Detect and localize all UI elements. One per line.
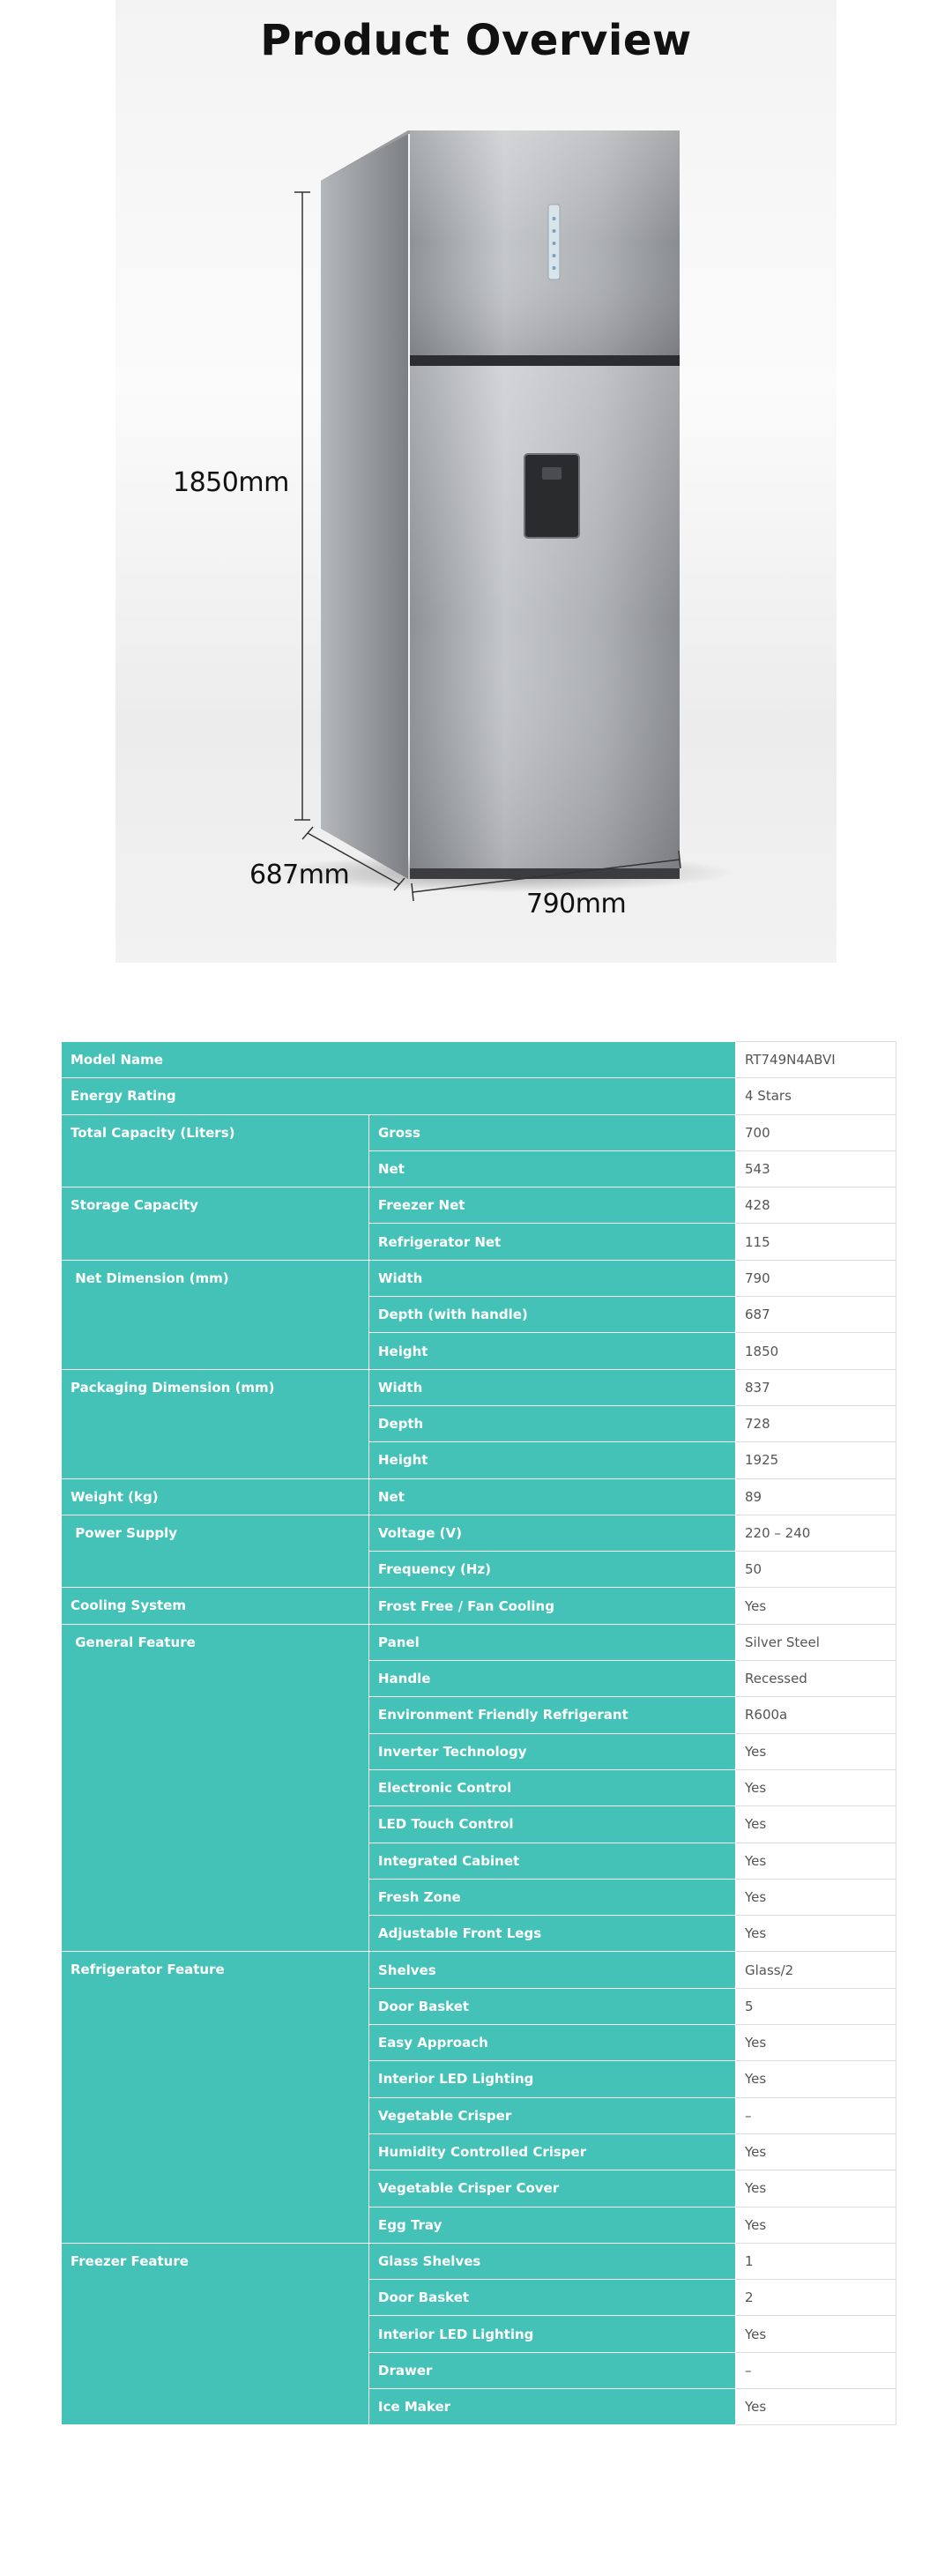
spec-value: 428 (736, 1187, 896, 1224)
spec-sub-label: Humidity Controlled Crisper (369, 2133, 736, 2170)
spec-value: 1 (736, 2243, 896, 2279)
spec-value: – (736, 2097, 896, 2133)
spec-sub-label: Shelves (369, 1952, 736, 1988)
spec-value: 790 (736, 1260, 896, 1296)
spec-value: 543 (736, 1150, 896, 1187)
spec-value: Yes (736, 1769, 896, 1805)
spec-sub-label: Depth (369, 1405, 736, 1441)
spec-sub-label: LED Touch Control (369, 1806, 736, 1843)
spec-row (62, 1078, 896, 1114)
spec-value: 837 (736, 1369, 896, 1405)
spec-row (62, 1187, 896, 1224)
spec-value: R600a (736, 1697, 896, 1733)
height-dimension-line (294, 192, 310, 820)
depth-dimension-label: 687mm (249, 860, 350, 890)
spec-row (62, 1260, 896, 1296)
spec-value: 89 (736, 1478, 896, 1515)
spec-sub-label: Frequency (Hz) (369, 1552, 736, 1588)
spec-sub-label: Ice Maker (369, 2388, 736, 2424)
spec-row (62, 1515, 896, 1551)
spec-value: – (736, 2352, 896, 2388)
spec-value: Yes (736, 1843, 896, 1879)
spec-value: 728 (736, 1405, 896, 1441)
spec-value: Yes (736, 1588, 896, 1624)
spec-value: Yes (736, 2061, 896, 2097)
spec-value: 220 – 240 (736, 1515, 896, 1551)
spec-value: Yes (736, 2207, 896, 2243)
spec-sub-label: Vegetable Crisper Cover (369, 2170, 736, 2207)
spec-group-label: Packaging Dimension (mm) (62, 1369, 369, 1478)
spec-sub-label: Net (369, 1478, 736, 1515)
spec-sub-label: Egg Tray (369, 2207, 736, 2243)
specification-table (61, 1041, 896, 2425)
spec-value: Glass/2 (736, 1952, 896, 1988)
spec-row (62, 1624, 896, 1660)
spec-sub-label: Adjustable Front Legs (369, 1916, 736, 1952)
spec-sub-label: Door Basket (369, 1988, 736, 2024)
spec-group-label: Power Supply (62, 1515, 369, 1588)
spec-sub-label: Glass Shelves (369, 2243, 736, 2279)
spec-sub-label: Width (369, 1369, 736, 1405)
spec-value: 1925 (736, 1442, 896, 1478)
spec-group-label: Cooling System (62, 1588, 369, 1624)
spec-row (62, 1369, 896, 1405)
spec-group-label: Weight (kg) (62, 1478, 369, 1515)
spec-sub-label: Panel (369, 1624, 736, 1660)
spec-value: Yes (736, 2316, 896, 2352)
spec-value: 1850 (736, 1333, 896, 1369)
spec-value: RT749N4ABVI (736, 1042, 896, 1078)
spec-group-label: Total Capacity (Liters) (62, 1114, 369, 1187)
spec-sub-label: Freezer Net (369, 1187, 736, 1224)
fridge-side-panel (321, 130, 408, 879)
spec-group-label: Model Name (62, 1042, 736, 1078)
spec-row (62, 1042, 896, 1078)
spec-value: 2 (736, 2280, 896, 2316)
spec-value: 5 (736, 1988, 896, 2024)
spec-sub-label: Height (369, 1333, 736, 1369)
spec-row (62, 1478, 896, 1515)
spec-group-label: General Feature (62, 1624, 369, 1952)
spec-sub-label: Door Basket (369, 2280, 736, 2316)
overview-title: Product Overview (260, 16, 692, 65)
spec-sub-label: Height (369, 1442, 736, 1478)
spec-value: Yes (736, 1916, 896, 1952)
spec-sub-label: Interior LED Lighting (369, 2061, 736, 2097)
water-dispenser (524, 454, 579, 538)
spec-value: 50 (736, 1552, 896, 1588)
spec-sub-label: Easy Approach (369, 2025, 736, 2061)
fridge-base (410, 868, 680, 879)
spec-sub-label: Refrigerator Net (369, 1224, 736, 1260)
spec-sub-label: Integrated Cabinet (369, 1843, 736, 1879)
spec-sub-label: Environment Friendly Refrigerant (369, 1697, 736, 1733)
width-dimension-label: 790mm (526, 889, 627, 919)
spec-value: Yes (736, 2170, 896, 2207)
spec-group-label: Energy Rating (62, 1078, 736, 1114)
spec-value: 687 (736, 1297, 896, 1333)
spec-group-label: Storage Capacity (62, 1187, 369, 1261)
spec-row (62, 1952, 896, 1988)
spec-sub-label: Handle (369, 1661, 736, 1697)
spec-sub-label: Drawer (369, 2352, 736, 2388)
spec-sub-label: Inverter Technology (369, 1733, 736, 1769)
spec-value: Silver Steel (736, 1624, 896, 1660)
spec-value: 700 (736, 1114, 896, 1150)
door-gap (410, 355, 680, 366)
spec-value: 4 Stars (736, 1078, 896, 1114)
spec-sub-label: Voltage (V) (369, 1515, 736, 1551)
spec-value: Yes (736, 1733, 896, 1769)
spec-value: Yes (736, 1879, 896, 1915)
spec-sub-label: Width (369, 1260, 736, 1296)
spec-value: Yes (736, 2025, 896, 2061)
spec-value: Yes (736, 1806, 896, 1843)
spec-value: Yes (736, 2388, 896, 2424)
spec-row (62, 1114, 896, 1150)
spec-sub-label: Vegetable Crisper (369, 2097, 736, 2133)
spec-sub-label: Gross (369, 1114, 736, 1150)
spec-row (62, 2243, 896, 2279)
spec-sub-label: Depth (with handle) (369, 1297, 736, 1333)
spec-group-label: Net Dimension (mm) (62, 1260, 369, 1369)
spec-value: Recessed (736, 1661, 896, 1697)
height-dimension-label: 1850mm (173, 467, 289, 498)
product-overview-panel (115, 0, 837, 963)
spec-sub-label: Frost Free / Fan Cooling (369, 1588, 736, 1624)
spec-sub-label: Interior LED Lighting (369, 2316, 736, 2352)
spec-value: Yes (736, 2133, 896, 2170)
spec-group-label: Refrigerator Feature (62, 1952, 369, 2243)
spec-group-label: Freezer Feature (62, 2243, 369, 2424)
spec-sub-label: Electronic Control (369, 1769, 736, 1805)
spec-row (62, 1588, 896, 1624)
spec-sub-label: Net (369, 1150, 736, 1187)
spec-sub-label: Fresh Zone (369, 1879, 736, 1915)
spec-value: 115 (736, 1224, 896, 1260)
